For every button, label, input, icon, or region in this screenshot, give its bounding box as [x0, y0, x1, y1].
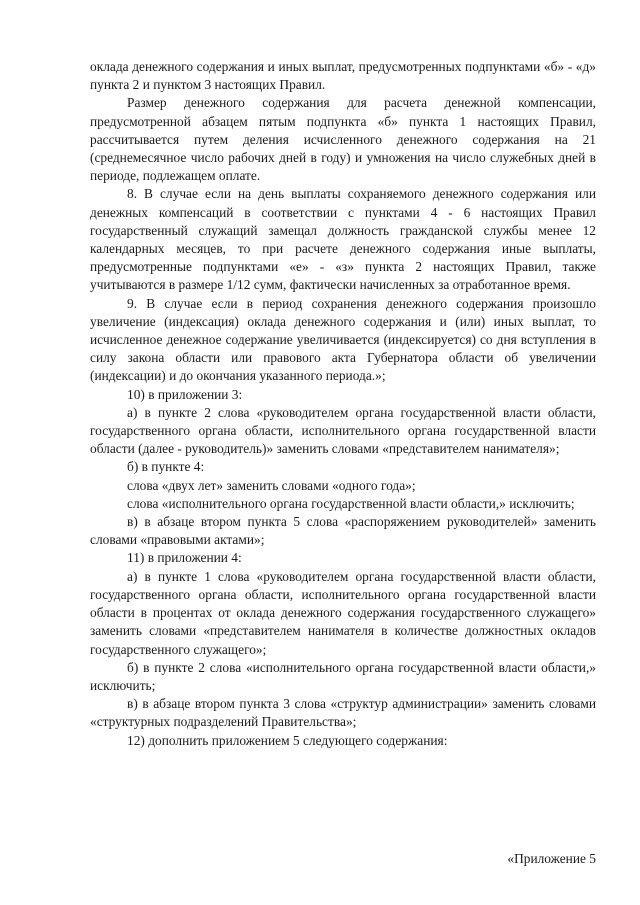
document-body: [90, 58, 596, 750]
paragraph: в) в абзаце втором пункта 3 слова «структур администрации» заменить словами «структурных подразделений Правительства»;: [90, 696, 596, 730]
paragraph: 8. В случае если на день выплаты сохраняемого денежного содержания или денежных компенсаций в соответствии с пунктами 4 - 6 настоящих Правил государственный служащий замещал должность гражданской службы менее 12 календарных месяцев, то при расчете денежного содержания иные выплаты, предусмотренные подпунктами «е» - «з» пункта 2 настоящих Правил, также учитываются в размере 1/12 сумм, фактически начисленных за отработанное время.: [90, 186, 596, 293]
paragraph: 11) в приложении 4:: [127, 550, 242, 566]
paragraph: 9. В случае если в период сохранения денежного содержания произошло увеличение (индексация) оклада денежного содержания и (или) иных выплат, то исчисленное денежное содержание увеличивается (индексируется) со дня вступления в силу закона области или правового акта Губернатора области об увеличении (индексации) и до окончания указанного периода.»;: [90, 295, 596, 384]
paragraph: 12) дополнить приложением 5 следующего содержания:: [127, 732, 448, 748]
paragraph: слова «двух лет» заменить словами «одного года»;: [127, 477, 416, 493]
paragraph: а) в пункте 1 слова «руководителем органа государственной власти области, государственного органа области, исполнительного органа государственной власти области в процентах от оклада денежного содержания государственного служащего» заменить словами «представителем нанимателя в количестве должностных окладов государственного служащего»;: [90, 568, 596, 657]
paragraph: оклада денежного содержания и иных выплат, предусмотренных подпунктами «б» - «д» пункта 2 и пунктом 3 настоящих Правил.: [90, 59, 596, 93]
appendix-heading: «Приложение 5: [507, 851, 596, 866]
paragraph: слова «исполнительного органа государственной власти области,» исключить;: [127, 495, 575, 511]
paragraph: Размер денежного содержания для расчета денежной компенсации, предусмотренной абзацем пятым подпункта «б» пункта 1 настоящих Правил, рассчитывается путем деления исчисленного денежного содержания на 21 (среднемесячное число рабочих дней в году) и умножения на число служебных дней в периоде, подлежащем оплате.: [90, 95, 596, 184]
paragraph: 10) в приложении 3:: [127, 386, 243, 402]
paragraph: а) в пункте 2 слова «руководителем органа государственной власти области, государственного органа области, исполнительного органа государственной власти области (далее - руководитель)» заменить словами «представителем нанимателя»;: [90, 404, 596, 457]
paragraph: б) в пункте 4:: [127, 459, 205, 475]
paragraph: в) в абзаце втором пункта 5 слова «распоряжением руководителей» заменить словами «правовыми актами»;: [90, 514, 596, 548]
paragraph: б) в пункте 2 слова «исполнительного органа государственной власти области,» исключить;: [90, 659, 596, 693]
